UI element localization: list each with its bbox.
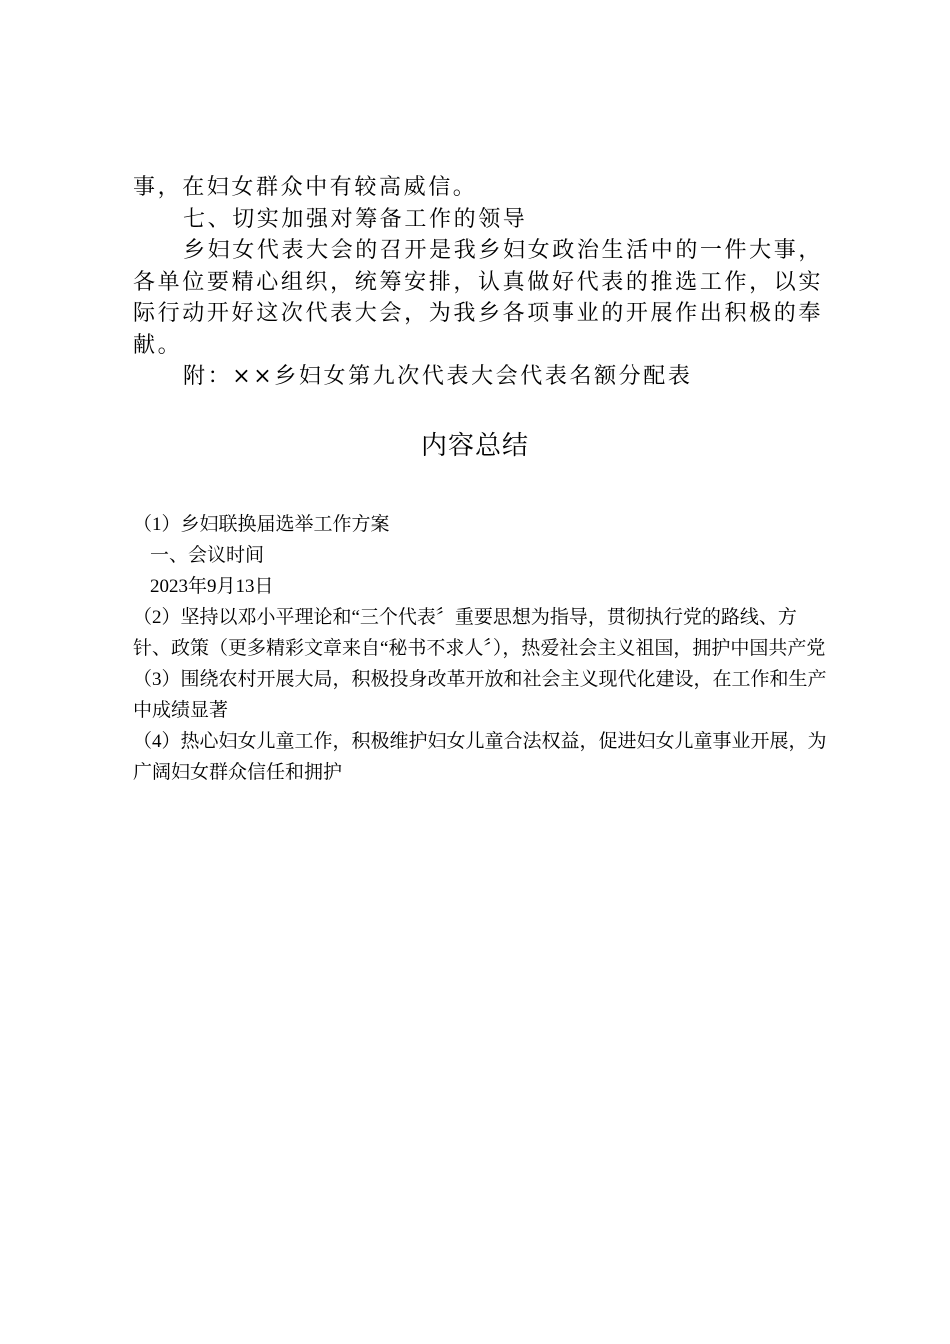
paragraph-continuation: 事，在妇女群众中有较高威信。 [133,175,478,200]
summary-title: 内容总结 [420,431,529,461]
summary-item: 2023年9月13日 [150,576,274,597]
document-body [133,172,823,393]
paragraph-body: 乡妇女代表大会的召开是我乡妇女政治生活中的一件大事，各单位要精心组织，统筹安排，认真做好代表的推选工作，以实际行动开好这次代表大会，为我乡各项事业的开展作出积极的奉献。 [133,238,823,358]
summary-list [133,509,828,788]
summary-item: （4）热心妇女儿童工作，积极维护妇女儿童合法权益，促进妇女儿童事业开展，为广阔妇女群众信任和拥护 [133,731,827,783]
summary-item: （2）坚持以邓小平理论和“三个代表〞重要思想为指导，贯彻执行党的路线、方针、政策（更多精彩文章来自“秘书不求人〞），热爱社会主义祖国，拥护中国共产党 [133,607,826,659]
summary-item: 一、会议时间 [150,545,265,566]
attachment-note: 附：××乡妇女第九次代表大会代表名额分配表 [183,364,693,389]
summary-item: （1）乡妇联换届选举工作方案 [133,514,390,535]
section-heading-seven: 七、切实加强对筹备工作的领导 [183,206,528,232]
summary-item: （3）围绕农村开展大局，积极投身改革开放和社会主义现代化建设，在工作和生产中成绩显著 [133,669,827,721]
